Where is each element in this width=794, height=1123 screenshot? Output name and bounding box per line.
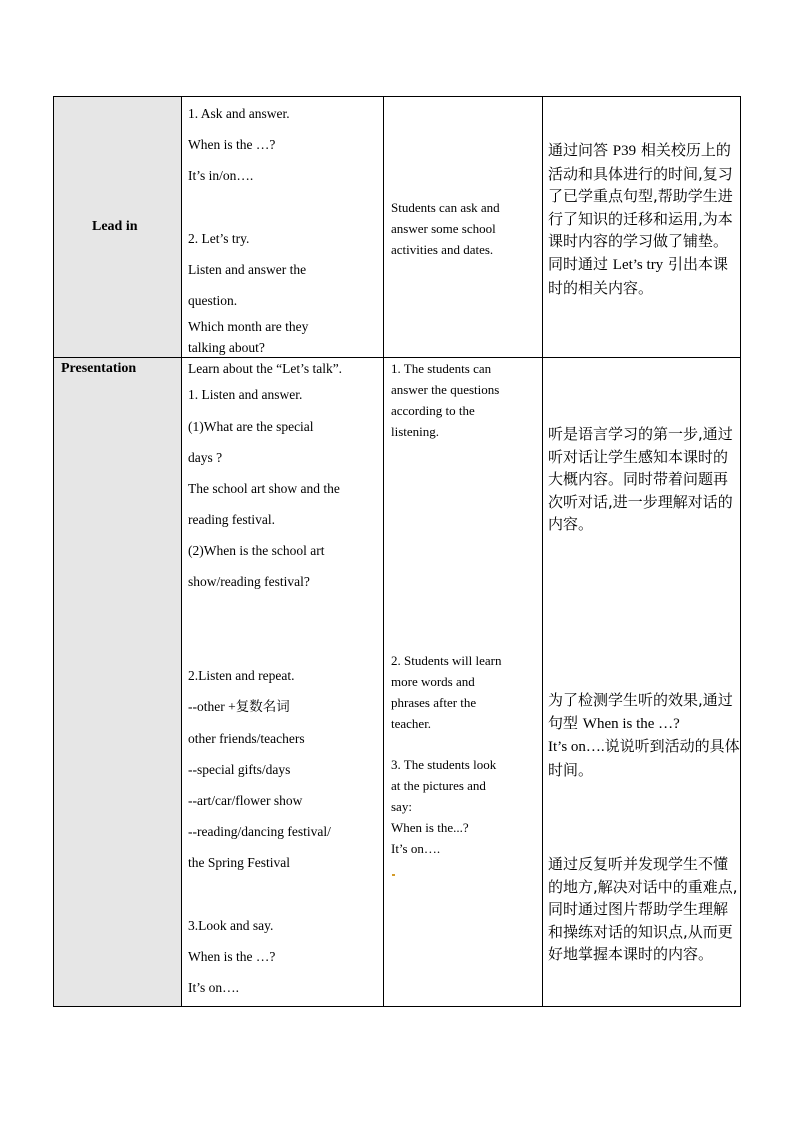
presentation-activity: say: bbox=[391, 799, 412, 814]
lead-in-step: 2. Let’s try. bbox=[188, 231, 250, 246]
presentation-step: --special gifts/days bbox=[188, 762, 291, 777]
presentation-step: 3.Look and say. bbox=[188, 918, 274, 933]
presentation-rationale-difficulties: 通过反复听并发现学生不懂的地方,解决对话中的重难点,同时通过图片帮助学生理解和操练对话的知识点,从而更好地掌握本课时的内容。 bbox=[548, 855, 738, 964]
stage-presentation: Presentation bbox=[61, 361, 137, 376]
presentation-activity: It’s on…. bbox=[391, 841, 441, 856]
lead-in-activity: Students can ask and bbox=[391, 200, 500, 215]
lead-in-step: talking about? bbox=[188, 340, 265, 355]
column-divider bbox=[542, 97, 543, 1006]
presentation-step: reading festival. bbox=[188, 512, 275, 527]
column-divider bbox=[181, 97, 182, 1006]
presentation-step: show/reading festival? bbox=[188, 574, 310, 589]
presentation-step: the Spring Festival bbox=[188, 855, 290, 870]
presentation-step: The school art show and the bbox=[188, 481, 340, 496]
presentation-step: It’s on…. bbox=[188, 980, 240, 995]
presentation-activity: When is the...? bbox=[391, 820, 469, 835]
presentation-rationale-check: 为了检测学生听的效果,通过句型 When is the …? It’s on….说说听到活动的具体时间。 bbox=[548, 691, 740, 779]
stage-lead-in: Lead in bbox=[92, 219, 138, 234]
lead-in-activity: activities and dates. bbox=[391, 242, 494, 257]
presentation-activity: phrases after the bbox=[391, 695, 477, 710]
lead-in-activity: answer some school bbox=[391, 221, 496, 236]
presentation-activity: 2. Students will learn bbox=[391, 653, 502, 668]
presentation-activity: 3. The students look bbox=[391, 757, 497, 772]
presentation-activity: 1. The students can bbox=[391, 361, 492, 376]
stray-mark bbox=[392, 874, 395, 876]
presentation-stage-cell bbox=[54, 358, 181, 1006]
presentation-step: 2.Listen and repeat. bbox=[188, 668, 295, 683]
lead-in-step: When is the …? bbox=[188, 137, 276, 152]
lead-in-step: Listen and answer the bbox=[188, 262, 307, 277]
presentation-activity: according to the bbox=[391, 403, 475, 418]
presentation-activity: listening. bbox=[391, 424, 440, 439]
lead-in-step: question. bbox=[188, 293, 238, 308]
presentation-step: 1. Listen and answer. bbox=[188, 387, 303, 402]
presentation-step: (2)When is the school art bbox=[188, 543, 325, 558]
presentation-activity: teacher. bbox=[391, 716, 432, 731]
lead-in-step: 1. Ask and answer. bbox=[188, 106, 290, 121]
presentation-step: --art/car/flower show bbox=[188, 793, 303, 808]
lesson-plan-table bbox=[53, 96, 741, 1007]
column-divider bbox=[383, 97, 384, 1006]
presentation-activity: at the pictures and bbox=[391, 778, 486, 793]
lead-in-step: Which month are they bbox=[188, 319, 309, 334]
lead-in-step: It’s in/on…. bbox=[188, 168, 254, 183]
presentation-step: other friends/teachers bbox=[188, 731, 305, 746]
presentation-step: When is the …? bbox=[188, 949, 276, 964]
presentation-step: days ? bbox=[188, 450, 223, 465]
presentation-step: Learn about the “Let’s talk”. bbox=[188, 361, 343, 376]
presentation-step: --other +复数名词 bbox=[188, 699, 290, 714]
presentation-activity: more words and bbox=[391, 674, 475, 689]
lead-in-rationale: 通过问答 P39 相关校历上的活动和具体进行的时间,复习了已学重点句型,帮助学生进行了知识的迁移和运用,为本课时内容的学习做了铺垫。同时通过 Let’s try 引出本课时的相关内容。 bbox=[548, 141, 733, 297]
presentation-rationale-listening: 听是语言学习的第一步,通过听对话让学生感知本课时的大概内容。同时带着问题再次听对话,进一步理解对话的内容。 bbox=[548, 425, 733, 534]
presentation-activity: answer the questions bbox=[391, 382, 500, 397]
presentation-step: (1)What are the special bbox=[188, 419, 314, 434]
presentation-step: --reading/dancing festival/ bbox=[188, 824, 331, 839]
